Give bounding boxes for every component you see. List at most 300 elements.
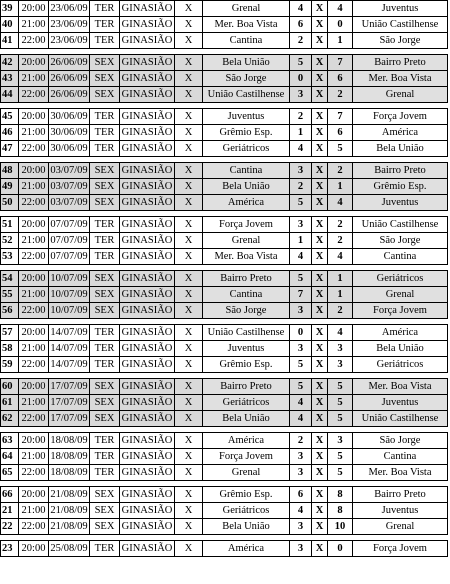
match-date: 03/07/09: [48, 195, 89, 210]
match-number: 48: [2, 165, 13, 176]
home-team: São Jorge: [202, 71, 289, 86]
match-row: [1, 302, 447, 318]
home-score: 6: [289, 487, 311, 502]
home-score: 5: [289, 357, 311, 372]
match-row: [1, 433, 447, 448]
home-team: União Castilhense: [202, 325, 289, 340]
home-team: Bairro Preto: [202, 271, 289, 286]
versus-mark: X: [174, 303, 202, 318]
away-score: 4: [327, 325, 352, 340]
match-venue: GINASIÃO: [119, 141, 174, 156]
match-row: [1, 248, 447, 264]
score-separator: X: [311, 503, 327, 518]
versus-mark: X: [174, 1, 202, 16]
match-row: [1, 410, 447, 426]
match-time: 21:00: [18, 341, 48, 356]
versus-mark: X: [174, 33, 202, 48]
away-team: Juventus: [352, 503, 447, 518]
home-team: Cantina: [202, 33, 289, 48]
home-score: 0: [289, 325, 311, 340]
versus-mark: X: [174, 163, 202, 178]
away-score: 1: [327, 179, 352, 194]
away-team: Mer. Boa Vista: [352, 465, 447, 480]
score-separator: X: [311, 433, 327, 448]
match-round-group: [0, 162, 448, 211]
home-score: 7: [289, 287, 311, 302]
home-score: 4: [289, 395, 311, 410]
away-team: São Jorge: [352, 33, 447, 48]
home-score: 3: [289, 341, 311, 356]
away-score: 2: [327, 217, 352, 232]
match-row: [1, 32, 447, 48]
away-score: 5: [327, 141, 352, 156]
versus-mark: X: [174, 195, 202, 210]
versus-mark: X: [174, 87, 202, 102]
away-score: 7: [327, 55, 352, 70]
score-separator: X: [311, 271, 327, 286]
match-number: 49: [2, 181, 13, 192]
match-date: 07/07/09: [48, 233, 89, 248]
match-row: [1, 178, 447, 194]
match-time: 20:00: [18, 541, 48, 556]
versus-mark: X: [174, 287, 202, 302]
away-team: Juventus: [352, 195, 447, 210]
away-score: 5: [327, 465, 352, 480]
away-score: 5: [327, 395, 352, 410]
match-number: 60: [2, 381, 13, 392]
away-team: São Jorge: [352, 233, 447, 248]
match-venue: GINASIÃO: [119, 71, 174, 86]
match-round-group: [0, 324, 448, 373]
match-weekday: SEX: [89, 87, 119, 102]
score-separator: X: [311, 379, 327, 394]
match-time: 22:00: [18, 519, 48, 534]
match-row: [1, 502, 447, 518]
match-time: 20:00: [18, 217, 48, 232]
away-team: América: [352, 125, 447, 140]
versus-mark: X: [174, 341, 202, 356]
score-separator: X: [311, 411, 327, 426]
home-score: 2: [289, 109, 311, 124]
match-date: 23/06/09: [48, 1, 89, 16]
match-date: 17/07/09: [48, 395, 89, 410]
match-venue: GINASIÃO: [119, 163, 174, 178]
match-weekday: SEX: [89, 411, 119, 426]
score-separator: X: [311, 1, 327, 16]
away-team: América: [352, 325, 447, 340]
score-separator: X: [311, 87, 327, 102]
match-row: [1, 55, 447, 70]
match-venue: GINASIÃO: [119, 33, 174, 48]
match-date: 25/08/09: [48, 541, 89, 556]
score-separator: X: [311, 55, 327, 70]
away-team: Juventus: [352, 395, 447, 410]
match-number: 54: [2, 273, 13, 284]
versus-mark: X: [174, 125, 202, 140]
match-weekday: SEX: [89, 195, 119, 210]
match-row: [1, 217, 447, 232]
match-date: 21/08/09: [48, 519, 89, 534]
match-time: 22:00: [18, 87, 48, 102]
match-date: 18/08/09: [48, 449, 89, 464]
match-time: 22:00: [18, 357, 48, 372]
away-team: União Castilhense: [352, 217, 447, 232]
match-time: 20:00: [18, 109, 48, 124]
match-number: 55: [2, 289, 13, 300]
match-weekday: TER: [89, 249, 119, 264]
score-separator: X: [311, 465, 327, 480]
match-weekday: TER: [89, 109, 119, 124]
score-separator: X: [311, 179, 327, 194]
match-time: 20:00: [18, 325, 48, 340]
match-date: 30/06/09: [48, 109, 89, 124]
match-weekday: TER: [89, 233, 119, 248]
match-venue: GINASIÃO: [119, 503, 174, 518]
match-number: 62: [2, 413, 13, 424]
match-round-group: [0, 108, 448, 157]
away-team: União Castilhense: [352, 17, 447, 32]
match-number: 58: [2, 343, 13, 354]
match-round-group: [0, 54, 448, 103]
match-time: 22:00: [18, 195, 48, 210]
score-separator: X: [311, 487, 327, 502]
match-venue: GINASIÃO: [119, 217, 174, 232]
versus-mark: X: [174, 519, 202, 534]
home-score: 4: [289, 411, 311, 426]
match-weekday: SEX: [89, 163, 119, 178]
match-date: 26/06/09: [48, 71, 89, 86]
home-score: 1: [289, 233, 311, 248]
versus-mark: X: [174, 109, 202, 124]
home-team: Geriátricos: [202, 141, 289, 156]
home-team: América: [202, 195, 289, 210]
score-separator: X: [311, 125, 327, 140]
match-time: 20:00: [18, 271, 48, 286]
match-row: [1, 487, 447, 502]
versus-mark: X: [174, 541, 202, 556]
match-date: 14/07/09: [48, 341, 89, 356]
match-time: 21:00: [18, 395, 48, 410]
versus-mark: X: [174, 233, 202, 248]
away-score: 2: [327, 163, 352, 178]
versus-mark: X: [174, 357, 202, 372]
match-round-group: [0, 270, 448, 319]
away-score: 2: [327, 233, 352, 248]
away-score: 0: [327, 17, 352, 32]
match-row: [1, 194, 447, 210]
match-number: 21: [2, 505, 13, 516]
score-separator: X: [311, 217, 327, 232]
away-score: 3: [327, 341, 352, 356]
versus-mark: X: [174, 487, 202, 502]
match-row: [1, 448, 447, 464]
home-score: 6: [289, 17, 311, 32]
match-weekday: SEX: [89, 287, 119, 302]
home-team: Cantina: [202, 163, 289, 178]
match-venue: GINASIÃO: [119, 233, 174, 248]
away-team: Força Jovem: [352, 109, 447, 124]
score-separator: X: [311, 109, 327, 124]
match-number: 57: [2, 327, 13, 338]
home-team: Força Jovem: [202, 449, 289, 464]
match-number: 47: [2, 143, 13, 154]
match-weekday: TER: [89, 125, 119, 140]
home-score: 5: [289, 379, 311, 394]
match-row: [1, 271, 447, 286]
away-score: 5: [327, 449, 352, 464]
match-weekday: TER: [89, 357, 119, 372]
match-weekday: TER: [89, 433, 119, 448]
away-team: Grêmio Esp.: [352, 179, 447, 194]
match-date: 18/08/09: [48, 465, 89, 480]
home-team: Cantina: [202, 287, 289, 302]
home-score: 2: [289, 33, 311, 48]
home-score: 4: [289, 141, 311, 156]
home-score: 3: [289, 217, 311, 232]
match-number: 56: [2, 305, 13, 316]
home-team: Bela União: [202, 519, 289, 534]
away-score: 7: [327, 109, 352, 124]
home-score: 4: [289, 249, 311, 264]
score-separator: X: [311, 141, 327, 156]
away-score: 5: [327, 379, 352, 394]
away-score: 4: [327, 195, 352, 210]
match-venue: GINASIÃO: [119, 125, 174, 140]
score-separator: X: [311, 195, 327, 210]
away-team: Juventus: [352, 1, 447, 16]
match-row: [1, 379, 447, 394]
away-score: 8: [327, 487, 352, 502]
score-separator: X: [311, 33, 327, 48]
versus-mark: X: [174, 465, 202, 480]
versus-mark: X: [174, 141, 202, 156]
away-score: 2: [327, 303, 352, 318]
away-team: Cantina: [352, 449, 447, 464]
home-score: 5: [289, 271, 311, 286]
match-row: [1, 232, 447, 248]
match-round-group: [0, 216, 448, 265]
match-row: [1, 70, 447, 86]
away-score: 0: [327, 541, 352, 556]
score-separator: X: [311, 287, 327, 302]
away-score: 10: [327, 519, 352, 534]
versus-mark: X: [174, 271, 202, 286]
match-venue: GINASIÃO: [119, 433, 174, 448]
home-team: Juventus: [202, 341, 289, 356]
match-time: 21:00: [18, 125, 48, 140]
match-time: 22:00: [18, 33, 48, 48]
match-venue: GINASIÃO: [119, 411, 174, 426]
score-separator: X: [311, 519, 327, 534]
home-team: Grêmio Esp.: [202, 487, 289, 502]
match-weekday: TER: [89, 33, 119, 48]
match-venue: GINASIÃO: [119, 395, 174, 410]
away-team: Bairro Preto: [352, 163, 447, 178]
match-date: 14/07/09: [48, 325, 89, 340]
home-score: 3: [289, 303, 311, 318]
match-number: 22: [2, 521, 13, 532]
home-score: 3: [289, 449, 311, 464]
home-score: 3: [289, 519, 311, 534]
match-weekday: SEX: [89, 487, 119, 502]
match-weekday: SEX: [89, 179, 119, 194]
home-team: Mer. Boa Vista: [202, 17, 289, 32]
home-team: Mer. Boa Vista: [202, 249, 289, 264]
versus-mark: X: [174, 433, 202, 448]
match-venue: GINASIÃO: [119, 519, 174, 534]
match-date: 03/07/09: [48, 163, 89, 178]
versus-mark: X: [174, 395, 202, 410]
away-team: Geriátricos: [352, 271, 447, 286]
away-team: Grenal: [352, 519, 447, 534]
match-time: 20:00: [18, 163, 48, 178]
home-team: Grenal: [202, 1, 289, 16]
away-team: Geriátricos: [352, 357, 447, 372]
match-number: 53: [2, 251, 13, 262]
match-number: 52: [2, 235, 13, 246]
away-team: São Jorge: [352, 433, 447, 448]
score-separator: X: [311, 71, 327, 86]
score-separator: X: [311, 249, 327, 264]
home-score: 2: [289, 433, 311, 448]
home-score: 3: [289, 541, 311, 556]
home-score: 3: [289, 465, 311, 480]
home-team: Geriátricos: [202, 503, 289, 518]
match-time: 21:00: [18, 233, 48, 248]
match-number: 65: [2, 467, 13, 478]
match-row: [1, 340, 447, 356]
match-weekday: TER: [89, 141, 119, 156]
match-row: [1, 124, 447, 140]
home-score: 3: [289, 87, 311, 102]
away-score: 1: [327, 271, 352, 286]
away-team: Mer. Boa Vista: [352, 71, 447, 86]
away-score: 1: [327, 287, 352, 302]
score-separator: X: [311, 341, 327, 356]
home-team: Grêmio Esp.: [202, 125, 289, 140]
match-venue: GINASIÃO: [119, 357, 174, 372]
match-row: [1, 356, 447, 372]
match-weekday: TER: [89, 17, 119, 32]
versus-mark: X: [174, 449, 202, 464]
home-team: São Jorge: [202, 303, 289, 318]
match-row: [1, 16, 447, 32]
match-row: [1, 140, 447, 156]
away-team: Bela União: [352, 141, 447, 156]
home-team: Grêmio Esp.: [202, 357, 289, 372]
match-weekday: TER: [89, 341, 119, 356]
versus-mark: X: [174, 17, 202, 32]
match-time: 21:00: [18, 449, 48, 464]
away-score: 8: [327, 503, 352, 518]
away-score: 4: [327, 249, 352, 264]
match-time: 21:00: [18, 179, 48, 194]
match-date: 07/07/09: [48, 249, 89, 264]
home-score: 5: [289, 55, 311, 70]
match-weekday: SEX: [89, 519, 119, 534]
match-date: 30/06/09: [48, 141, 89, 156]
match-venue: GINASIÃO: [119, 55, 174, 70]
home-team: Bairro Preto: [202, 379, 289, 394]
match-weekday: SEX: [89, 271, 119, 286]
versus-mark: X: [174, 179, 202, 194]
match-time: 20:00: [18, 433, 48, 448]
match-row: [1, 286, 447, 302]
match-venue: GINASIÃO: [119, 87, 174, 102]
away-team: Grenal: [352, 87, 447, 102]
match-row: [1, 86, 447, 102]
home-score: 0: [289, 71, 311, 86]
away-score: 5: [327, 411, 352, 426]
match-weekday: SEX: [89, 503, 119, 518]
score-separator: X: [311, 325, 327, 340]
home-team: Grenal: [202, 465, 289, 480]
match-date: 10/07/09: [48, 271, 89, 286]
match-venue: GINASIÃO: [119, 449, 174, 464]
match-weekday: TER: [89, 217, 119, 232]
match-row: [1, 518, 447, 534]
match-venue: GINASIÃO: [119, 341, 174, 356]
home-score: 4: [289, 503, 311, 518]
match-weekday: SEX: [89, 379, 119, 394]
match-time: 21:00: [18, 287, 48, 302]
match-time: 20:00: [18, 1, 48, 16]
match-date: 10/07/09: [48, 287, 89, 302]
home-team: Bela União: [202, 179, 289, 194]
match-time: 22:00: [18, 303, 48, 318]
match-date: 21/08/09: [48, 487, 89, 502]
away-team: Bela União: [352, 341, 447, 356]
versus-mark: X: [174, 503, 202, 518]
match-venue: GINASIÃO: [119, 487, 174, 502]
home-team: União Castilhense: [202, 87, 289, 102]
home-score: 5: [289, 195, 311, 210]
versus-mark: X: [174, 379, 202, 394]
home-team: América: [202, 541, 289, 556]
away-score: 4: [327, 1, 352, 16]
home-team: Grenal: [202, 233, 289, 248]
away-team: Grenal: [352, 287, 447, 302]
match-date: 26/06/09: [48, 55, 89, 70]
match-date: 07/07/09: [48, 217, 89, 232]
match-round-group: [0, 486, 448, 535]
match-venue: GINASIÃO: [119, 465, 174, 480]
match-date: 30/06/09: [48, 125, 89, 140]
match-row: [1, 325, 447, 340]
match-time: 20:00: [18, 55, 48, 70]
match-weekday: TER: [89, 1, 119, 16]
match-number: 23: [2, 543, 13, 554]
match-weekday: TER: [89, 449, 119, 464]
match-date: 18/08/09: [48, 433, 89, 448]
home-team: Juventus: [202, 109, 289, 124]
match-number: 43: [2, 73, 13, 84]
match-time: 21:00: [18, 71, 48, 86]
match-venue: GINASIÃO: [119, 287, 174, 302]
away-score: 6: [327, 125, 352, 140]
match-time: 21:00: [18, 503, 48, 518]
match-row: [1, 163, 447, 178]
away-team: Bairro Preto: [352, 55, 447, 70]
home-score: 2: [289, 179, 311, 194]
match-weekday: SEX: [89, 55, 119, 70]
score-separator: X: [311, 303, 327, 318]
score-separator: X: [311, 233, 327, 248]
match-venue: GINASIÃO: [119, 325, 174, 340]
match-number: 44: [2, 89, 13, 100]
home-team: Bela União: [202, 55, 289, 70]
versus-mark: X: [174, 71, 202, 86]
